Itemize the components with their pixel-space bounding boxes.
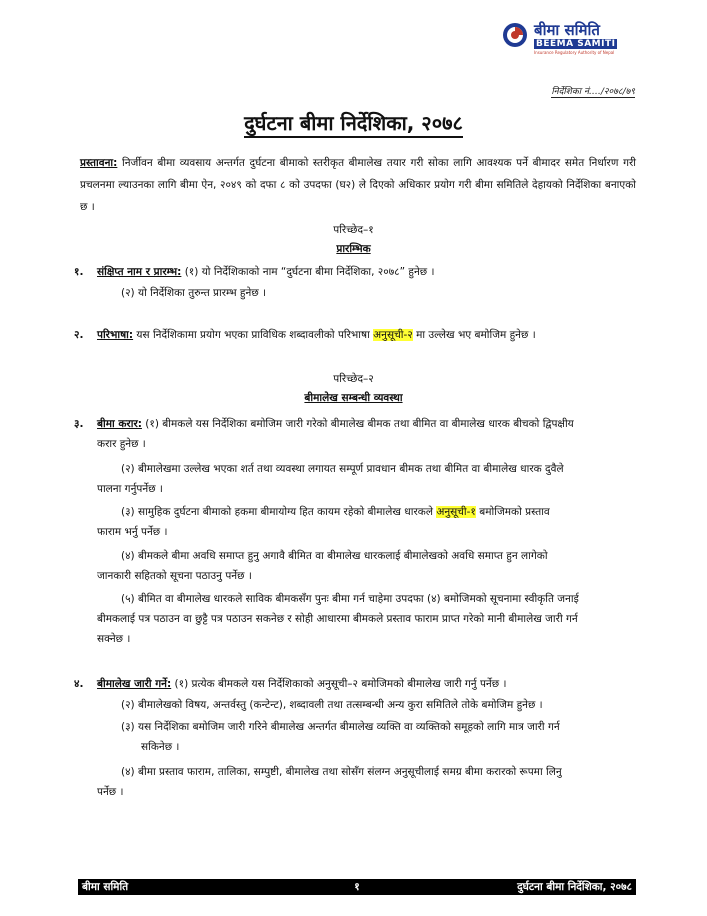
section-4-number: ४.: [74, 678, 84, 690]
logo-tagline: Insurance Regulatory Authority of Nepal: [534, 50, 615, 55]
section-3-p3-text-post: बमोजिमको प्रस्ताव: [475, 506, 550, 518]
section-3-p5-line-a: (५) बीमित वा बीमालेख धारकले साविक बीमकसँग पुनः बीमा गर्न चाहेमा उपदफा (४) बमोजिमको सूचनामा स्वीकृति जनाई: [121, 593, 579, 605]
chapter-1-title-text: प्रारम्भिक: [336, 243, 371, 255]
document-title-text: दुर्घटना बीमा निर्देशिका, २०७८: [244, 111, 463, 138]
section-1-label: संक्षिप्त नाम र प्रारम्भ:: [97, 266, 182, 278]
section-2-text-pre: यस निर्देशिकामा प्रयोग भएका प्राविधिक शब्दावलीको परिभाषा: [133, 329, 374, 341]
logo-name-en: BEEMA SAMITI: [536, 39, 616, 49]
section-2-text-post: मा उल्लेख भए बमोजिम हुनेछ ।: [412, 329, 536, 341]
section-4-p3-line-b: सकिनेछ ।: [141, 741, 180, 753]
preamble-text: निर्जीवन बीमा व्यवसाय अन्तर्गत दुर्घटना बीमाको स्तरीकृत बीमालेख तयार गरी सोका लागि आवश्यक पर्ने बीमादर समेत निर्धारण गरी प्रचलनमा ल्याउनका लागि बीमा ऐन, २०४९ को दफा ८ को उपदफा (घ२) ले दिएको अधिकार प्रयोग गरी बीमा समितिले देहायको निर्देशिका बनाएको छ ।: [80, 157, 636, 213]
section-3-p3-text-pre: (३) सामुहिक दुर्घटना बीमाको हकमा बीमायोग्य हित कायम रहेको बीमालेख धारकले: [121, 506, 437, 518]
chapter-2-title-text: बीमालेख सम्बन्धी व्यवस्था: [304, 392, 403, 404]
annex-2-highlight: अनुसूची-२: [373, 329, 413, 341]
section-2-number: २.: [74, 329, 84, 341]
document-title: [0, 109, 707, 136]
section-3-p4-line-a: (४) बीमकले बीमा अवधि समाप्त हुनु अगावै बीमित वा बीमालेख धारकलाई बीमालेखको अवधि समाप्त हुन लागेको: [121, 550, 548, 562]
section-1-line-2: (२) यो निर्देशिका तुरुन्त प्रारम्भ हुनेछ ।: [121, 287, 266, 299]
section-3-p4-line-b: जानकारी सहितको सूचना पठाउनु पर्नेछ ।: [97, 570, 252, 582]
section-3-p2-line-b: पालना गर्नुपर्नेछ ।: [97, 483, 163, 495]
section-2-line: [97, 325, 536, 345]
section-4-p4-line-a: (४) बीमा प्रस्ताव फाराम, तालिका, सम्पुष्टी, बीमालेख तथा सोसँग संलग्न अनुसूचीलाई समग्र बीमा करारको रूपमा लिनु: [121, 766, 562, 778]
footer-organization: बीमा समिति: [82, 881, 129, 893]
logo-emblem-icon: [502, 22, 528, 48]
page-footer: [78, 879, 636, 895]
preamble-label: प्रस्तावना:: [80, 157, 118, 169]
section-3-p3-line-b: फाराम भर्नु पर्नेछ ।: [97, 526, 168, 538]
logo-name-np: बीमा समिति: [534, 21, 600, 39]
section-3-p1-line-a: [97, 414, 574, 434]
chapter-2-label: परिच्छेद–२: [333, 373, 374, 385]
section-3-p5-line-b: बीमकलाई पत्र पठाउन वा छुट्टै पत्र पठाउन सकनेछ र सोही आधारमा बीमकले प्रस्ताव फाराम प्राप्त गरेको मानी बीमालेख जारी गर्न: [97, 613, 578, 625]
section-3-p2-line-a: (२) बीमालेखमा उल्लेख भएका शर्त तथा व्यवस्था लगायत सम्पूर्ण प्रावधान बीमक तथा बीमित वा बीमालेख धारक दुवैले: [121, 463, 564, 475]
section-3-number: ३.: [74, 418, 84, 430]
section-3-p5-line-c: सक्नेछ ।: [97, 633, 131, 645]
footer-document-title: दुर्घटना बीमा निर्देशिका, २०७८: [517, 881, 632, 893]
beema-samiti-logo: [502, 22, 638, 58]
section-3-p1-text-a: (१) बीमकले यस निर्देशिका बमोजिम जारी गरेको बीमालेख बीमक तथा बीमित वा बीमालेख धारक बीचको द्विपक्षीय: [141, 418, 574, 430]
section-2-label: परिभाषा:: [97, 329, 134, 341]
section-4-p2-line: (२) बीमालेखको विषय, अन्तर्वस्तु (कन्टेन्ट), शब्दावली तथा तत्सम्बन्धी अन्य कुरा समितिले तोके बमोजिम हुनेछ ।: [121, 699, 543, 711]
section-4-label: बीमालेख जारी गर्ने:: [97, 678, 172, 690]
directive-reference-number: निर्देशिका नं.…/२०७८/७९: [551, 84, 635, 98]
annex-1-highlight: अनुसूची-१: [436, 506, 476, 518]
section-1-line-1: [97, 262, 435, 282]
chapter-1-label: परिच्छेद–१: [333, 224, 374, 236]
section-4-p4-line-b: पर्नेछ ।: [97, 786, 124, 798]
section-3-p3-line-a: [121, 502, 550, 522]
section-1-number: १.: [74, 266, 84, 278]
section-4-p3-line-a: (३) यस निर्देशिका बमोजिम जारी गरिने बीमालेख अन्तर्गत बीमालेख व्यक्ति वा व्यक्तिको समूहको लागि मात्र जारी गर्न: [121, 721, 560, 733]
section-4-p1-line: [97, 674, 506, 694]
chapter-1-title: [0, 242, 707, 256]
chapter-2-title: [0, 391, 707, 405]
preamble-paragraph: [80, 152, 636, 218]
section-4-p1-text: (१) प्रत्येक बीमकले यस निर्देशिकाको अनुसूची–२ बमोजिमको बीमालेख जारी गर्नु पर्नेछ ।: [171, 678, 507, 690]
section-3-label: बीमा करार:: [97, 418, 142, 430]
footer-page-number: १: [354, 881, 360, 893]
section-3-p1-line-b: करार हुनेछ ।: [97, 438, 146, 450]
section-1-text-1: (१) यो निर्देशिकाको नाम “दुर्घटना बीमा निर्देशिका, २०७८” हुनेछ ।: [181, 266, 435, 278]
